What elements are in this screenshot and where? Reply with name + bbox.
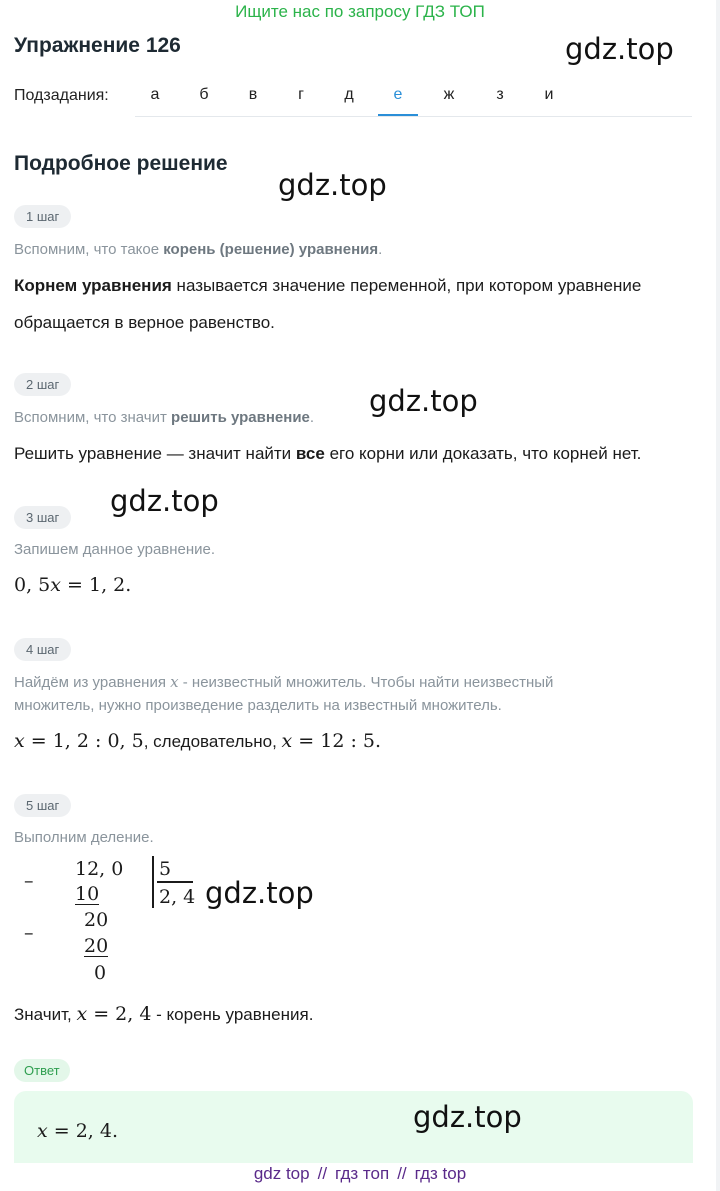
- quotient: 2, 4: [159, 886, 196, 908]
- answer-value: x = 2, 4.: [37, 1120, 119, 1142]
- conclusion: Значит, x = 2, 4 - корень уравнения.: [14, 1003, 314, 1025]
- step-hint: множитель, нужно произведение разделить на известный множитель.: [14, 697, 502, 714]
- remainder: 0: [94, 962, 107, 984]
- step-hint: Выполним деление.: [14, 829, 154, 846]
- scrollbar-track[interactable]: [716, 0, 720, 1191]
- subtrahend: 10: [75, 883, 100, 905]
- watermark: gdz.top: [565, 32, 674, 66]
- step-text: обращается в верное равенство.: [14, 313, 275, 332]
- remainder: 20: [84, 909, 109, 931]
- step-badge: 5 шаг: [14, 794, 71, 817]
- step-badge: 1 шаг: [14, 205, 71, 228]
- step-badge: 3 шаг: [14, 506, 71, 529]
- answer-badge: Ответ: [14, 1059, 70, 1082]
- step-hint: Вспомним, что значит решить уравнение.: [14, 409, 315, 426]
- footer-separator: //: [397, 1164, 407, 1183]
- subtask-tab-v[interactable]: в: [248, 86, 258, 103]
- page-title: Упражнение 126: [14, 34, 181, 57]
- divisor: 5: [159, 858, 172, 880]
- divisor-line: [157, 881, 193, 883]
- watermark: gdz.top: [110, 484, 219, 518]
- subtask-tab-e[interactable]: е: [378, 86, 418, 116]
- step-hint: Найдём из уравнения x - неизвестный множитель. Чтобы найти неизвестный: [14, 673, 554, 691]
- step-text: Решить уравнение — значит найти все его корни или доказать, что корней нет.: [14, 444, 642, 463]
- step-hint: Запишем данное уравнение.: [14, 541, 216, 558]
- footer-link[interactable]: гдз top: [414, 1164, 467, 1183]
- watermark: gdz.top: [413, 1100, 522, 1134]
- subtask-tab-zh[interactable]: ж: [443, 86, 455, 103]
- subtask-tab-g[interactable]: г: [298, 86, 304, 103]
- watermark: gdz.top: [205, 876, 314, 910]
- subtrahend: 20: [84, 935, 109, 957]
- subtask-tab-i[interactable]: и: [544, 86, 554, 103]
- footer-link[interactable]: gdz top: [253, 1164, 310, 1183]
- long-division: [14, 854, 214, 984]
- equation: 0, 5x = 1, 2.: [14, 574, 132, 596]
- subtask-tab-b[interactable]: б: [199, 86, 209, 103]
- minus-sign: –: [24, 922, 34, 944]
- section-title: Подробное решение: [14, 152, 228, 175]
- watermark: gdz.top: [278, 168, 387, 202]
- footer-links: [0, 1164, 720, 1184]
- step-badge: 4 шаг: [14, 638, 71, 661]
- subtasks-tabs: [135, 80, 692, 117]
- search-banner: Ищите нас по запросу ГДЗ ТОП: [235, 2, 485, 21]
- watermark: gdz.top: [369, 384, 478, 418]
- footer-separator: //: [317, 1164, 328, 1183]
- step-hint: Вспомним, что такое корень (решение) уравнения.: [14, 241, 383, 258]
- subtask-tab-a[interactable]: а: [150, 86, 160, 103]
- minus-sign: –: [24, 870, 34, 892]
- step-text: Корнем уравнения называется значение переменной, при котором уравнение: [14, 276, 642, 295]
- division-bar: [152, 856, 154, 908]
- subtask-tab-d[interactable]: д: [344, 86, 354, 103]
- footer-link[interactable]: гдз топ: [335, 1164, 390, 1183]
- dividend: 12, 0: [75, 858, 124, 880]
- subtasks-label: Подзадания:: [14, 87, 109, 104]
- step-badge: 2 шаг: [14, 373, 71, 396]
- subtask-tab-z[interactable]: з: [496, 86, 504, 103]
- equation: x = 1, 2 : 0, 5, следовательно, x = 12 : 5.: [14, 730, 382, 752]
